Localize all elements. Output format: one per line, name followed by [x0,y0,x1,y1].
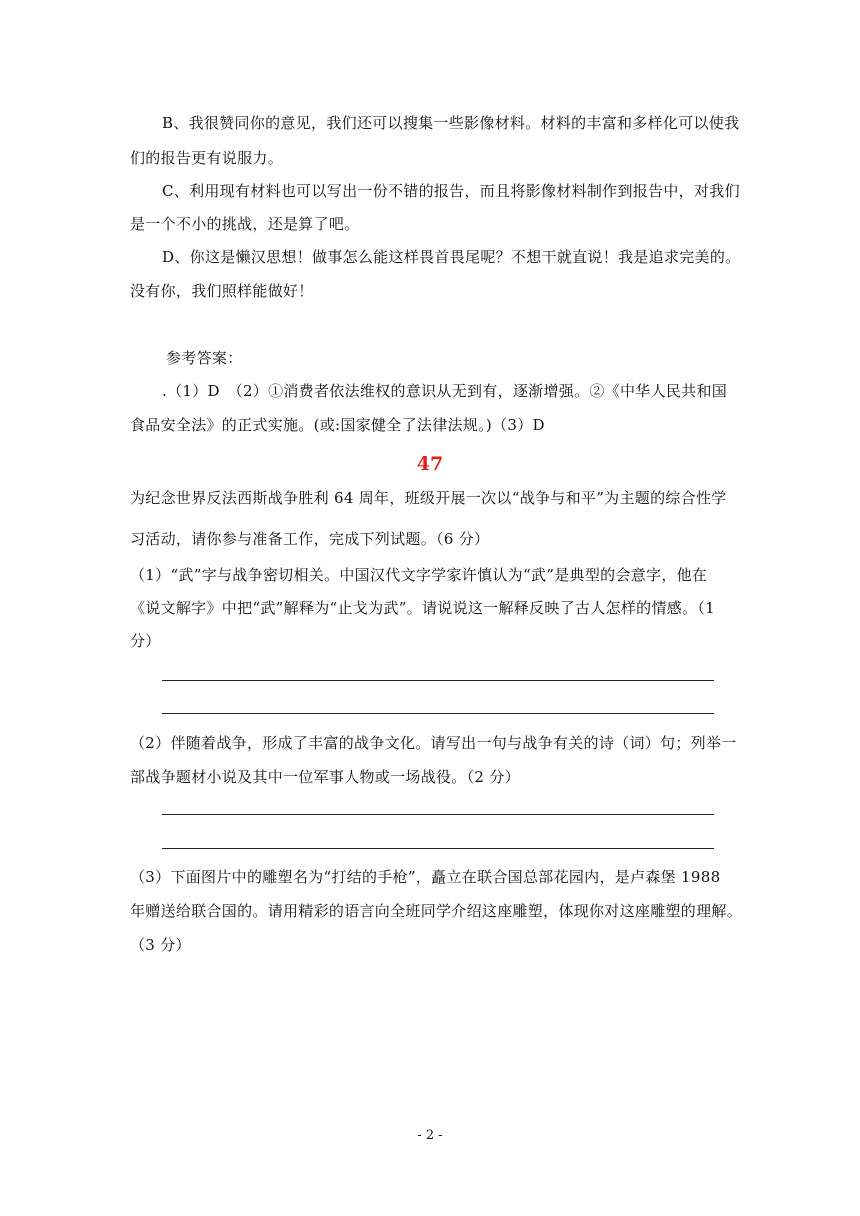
question-2-line-1: （2）伴随着战争，形成了丰富的战争文化。请写出一句与战争有关的诗（词）句；列举一 [130,734,737,752]
answer-blank-line [162,848,714,849]
option-c-line-1: C、利用现有材料也可以写出一份不错的报告，而且将影像材料制作到报告中，对我们 [162,182,740,200]
answer-blank-line [162,713,714,714]
question-1-line-2: 《说文解字》中把“武”解释为“止戈为武”。请说说这一解释反映了古人怎样的情感。（1 [130,599,716,617]
reference-heading: 参考答案： [166,349,243,367]
question-1-line-1: （1）“武”字与战争密切相关。中国汉代文字学家许慎认为“武”是典型的会意字，他在 [130,566,708,584]
answer-blank-line [162,680,714,681]
reference-answer-line-1: .（1）D （2）①消费者依法维权的意识从无到有，逐渐增强。②《中华人民共和国 [162,382,728,400]
question-3-line-3: （3 分） [130,936,191,954]
option-b-line-1: B、我很赞同你的意见，我们还可以搜集一些影像材料。材料的丰富和多样化可以使我 [162,114,740,132]
question-1-line-3: 分） [130,632,161,650]
question-intro-line-2: 习活动，请你参与准备工作，完成下列试题。（6 分） [130,530,490,548]
answer-blank-line [162,814,714,815]
question-3-line-1: （3）下面图片中的雕塑名为“打结的手枪”，矗立在联合国总部花园内，是卢森堡 1988 [130,868,721,886]
option-c-line-2: 是一个不小的挑战，还是算了吧。 [130,215,360,233]
question-3-line-2: 年赠送给联合国的。请用精彩的语言向全班同学介绍这座雕塑，体现你对这座雕塑的理解。 [130,902,743,920]
option-b-line-2: 们的报告更有说服力。 [130,149,284,167]
reference-answer-line-2: 食品安全法》的正式实施。(或:国家健全了法律法规。)（3）D [130,416,545,434]
question-2-line-2: 部战争题材小说及其中一位军事人物或一场战役。（2 分） [130,768,520,786]
page-number: - 2 - [417,1128,443,1143]
option-d-line-2: 没有你，我们照样能做好！ [130,282,314,300]
question-number: 47 [416,453,444,475]
question-intro-line-1: 为纪念世界反法西斯战争胜利 64 周年，班级开展一次以“战争与和平”为主题的综合性学 [130,489,727,507]
option-d-line-1: D、你这是懒汉思想！做事怎么能这样畏首畏尾呢？不想干就直说！我是追求完美的。 [162,248,741,266]
